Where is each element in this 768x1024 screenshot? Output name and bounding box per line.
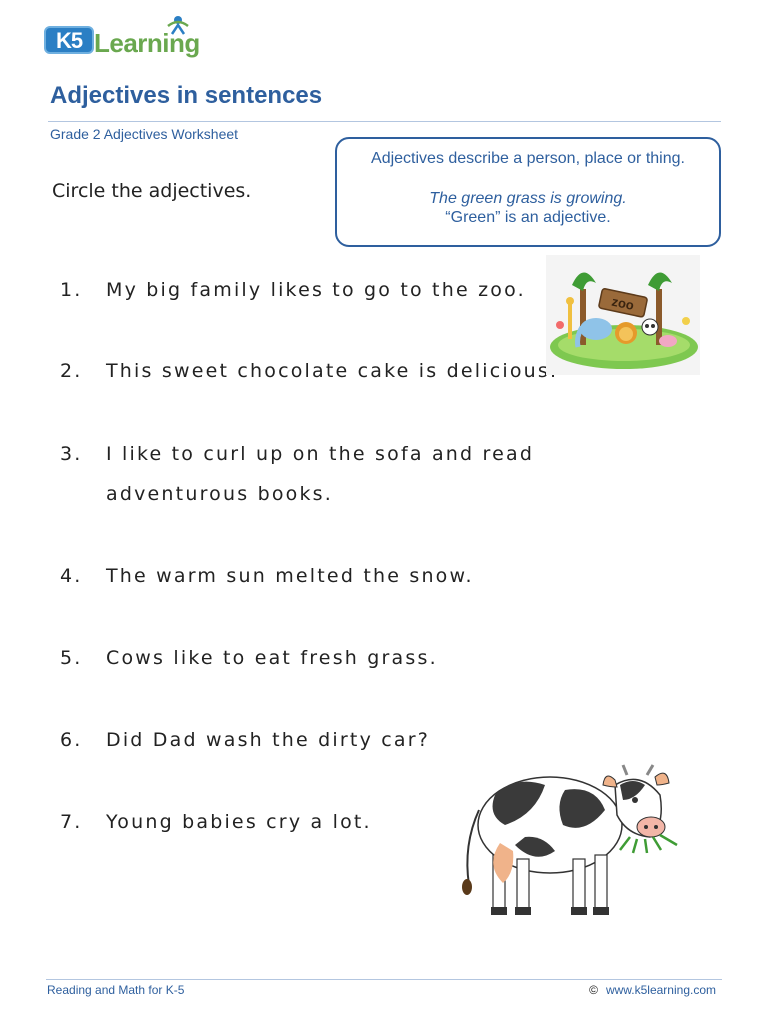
question-number: 4. xyxy=(60,565,83,587)
question-number: 5. xyxy=(60,647,83,669)
question-number: 2. xyxy=(60,360,83,382)
footer-divider xyxy=(46,979,722,980)
question-number: 6. xyxy=(60,729,83,751)
page-title: Adjectives in sentences xyxy=(50,82,323,109)
zoo-sign-text: zoo xyxy=(610,293,636,313)
question-text: Young babies cry a lot. xyxy=(106,811,372,833)
instruction-text: Circle the adjectives. xyxy=(52,180,252,202)
footer-url[interactable]: www.k5learning.com xyxy=(605,983,716,997)
question-text: I like to curl up on the sofa and read xyxy=(106,443,535,465)
logo-figure-icon xyxy=(162,14,194,36)
example-explanation: “Green” is an adjective. xyxy=(445,209,611,226)
example-sentence: The green grass is growing. xyxy=(429,190,627,207)
definition-box xyxy=(335,137,721,247)
cow-illustration xyxy=(455,755,685,930)
zoo-illustration xyxy=(546,255,700,375)
header-divider xyxy=(48,121,721,122)
question-number: 3. xyxy=(60,443,83,465)
logo-k5-text: K5 xyxy=(55,28,83,53)
question-number: 1. xyxy=(60,279,83,301)
k5-learning-logo xyxy=(44,18,214,62)
question-text: My big family likes to go to the zoo. xyxy=(106,279,526,301)
footer-tagline: Reading and Math for K-5 xyxy=(47,983,185,997)
copyright-symbol: © xyxy=(589,983,598,997)
question-text: The warm sun melted the snow. xyxy=(106,565,474,587)
page-subtitle: Grade 2 Adjectives Worksheet xyxy=(50,126,239,142)
logo-word: Learning xyxy=(94,28,200,58)
footer-site xyxy=(589,983,716,997)
question-text-line-2: adventurous books. xyxy=(106,483,334,505)
question-number: 7. xyxy=(60,811,83,833)
question-text: Did Dad wash the dirty car? xyxy=(106,729,431,751)
question-text: This sweet chocolate cake is delicious. xyxy=(106,360,559,382)
question-text: Cows like to eat fresh grass. xyxy=(106,647,438,669)
definition-text: Adjectives describe a person, place or thing. xyxy=(371,150,685,167)
